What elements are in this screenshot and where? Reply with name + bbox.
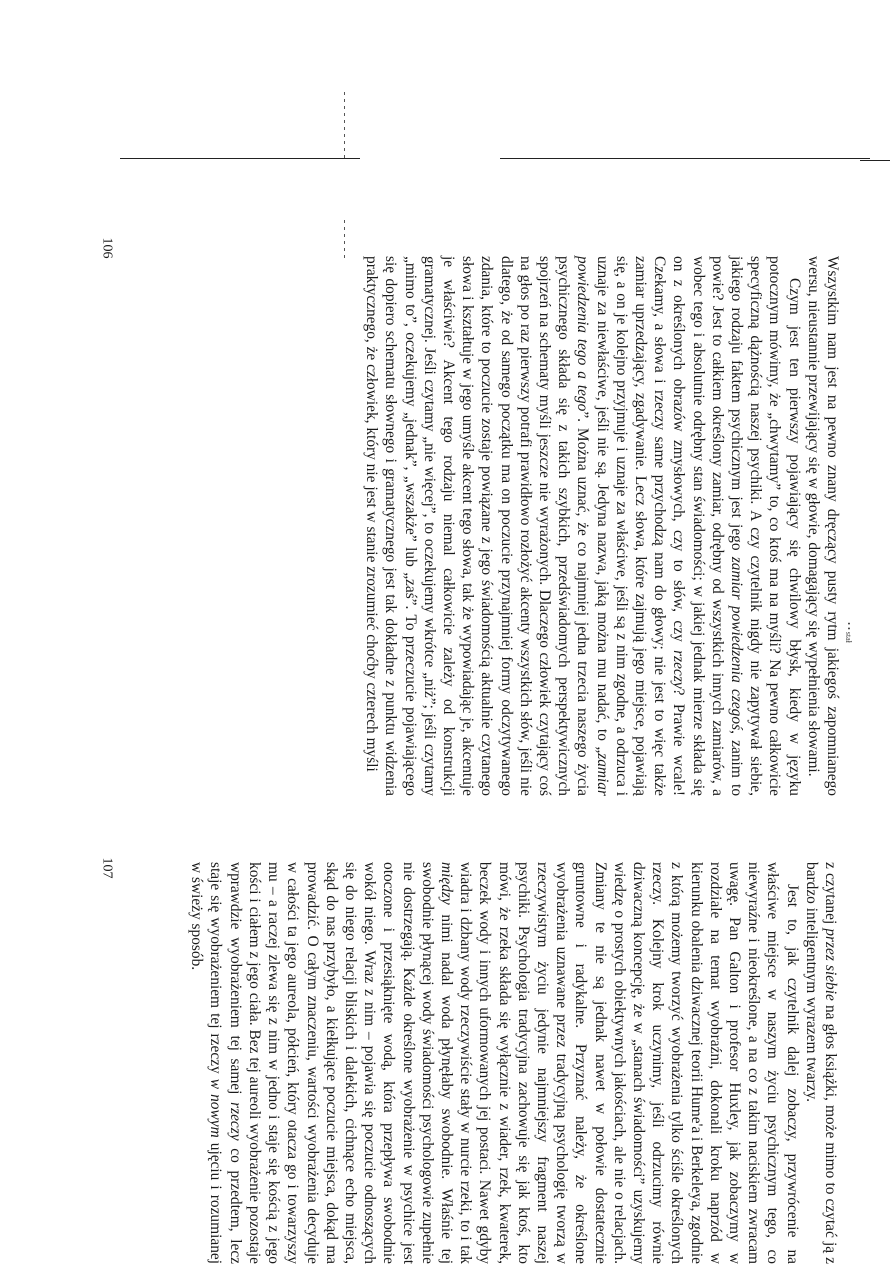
paragraph: Wszystkim nam jest na pewno znany dręczący pusty rytm jakiegoś zapomnianego wersu, nieustannie przewijający się w głowie, domagający się wypełnienia słowami. (804, 256, 841, 796)
top-rule-left (120, 158, 360, 159)
page-right-text (187, 862, 840, 1264)
scan-dash-mark (344, 92, 345, 162)
paragraph: z czytanej przez siebie na głos książki, może mimo to czytać ją z bardzo inteligentnym wyrazem twarzy. (802, 862, 839, 1264)
scan-dash-mark (344, 220, 345, 260)
page-number-left: 106 (99, 237, 115, 259)
paragraph: Czym jest ten pierwszy pojawiający się chwilowy błysk, kiedy w języku potocznym mówimy, że „chwytamy” to, co ktoś ma na myśli? Na pewno całkowicie specyficzną dążnością naszej psychiki. A czy czytelnik nigdy nie zapytywał siebie, jakiego rodzaju faktem psychicznym jest jego zamiar powiedzenia czegoś, zanim to powie? Jest to całkiem określony zamiar, odrębny od wszystkich innych zamiarów, a wobec tego i absolutnie odrębny stan świadomości; w jakiej jednak mierze składa się on z określonych obrazów zmysłowych, czy to słów, czy rzeczy? Prawie wcale! Czekamy, a słowa i rzeczy same przychodzą nam do głowy; nie jest to więc także zamiar uprzedzający, zgadywanie. Lecz słowa, które zajmują jego miejsce, pojawiają się, a on je kolejno przyjmuje i uznaje za właściwe, jeśli są z nim zgodne, a odrzuca i uznaje za niewłaściwe, jeśli nie są. Jedyna nazwa, jaką można mu nadać, to „zamiar powiedzenia tego a tego”. Można uznać, że co najmniej jedna trzecia naszego życia psychicznego składa się z takich szybkich, przedświadomych perspektywicznych spojrzeń na schematy myśli jeszcze nie wyrażonych. Dlaczego człowiek czytający coś na głos po raz pierwszy potrafi prawidłowo rozłożyć akcenty wszystkich słów, jeśli nie dlatego, że od samego początku ma on poczucie przynajmniej formy odczytywanego zdania, które to poczucie zostaje powiązane z jego świadomością aktualnie czytanego słowa i kształtuje w jego umyśle akcent tego słowa, tak że wypowiadając je, akcentuje je właściwie? Akcent tego rodzaju niemal całkowicie zależy od konstrukcji gramatycznej. Jeśli czytamy „nie więcej”, to oczekujemy wkrótce „niż”; jeśli czytamy „mimo to”, oczekujemy „jednak”, „wszakże” lub „zaś”. To przeczucie pojawiającego się dopiero schematu słownego i gramatycznego jest tak dokładne z punktu widzenia praktycznego, że człowiek, który nie jest w stanie zrozumieć choćby czterech myśli (363, 256, 803, 797)
top-rule-right (500, 158, 870, 159)
paragraph: Jest to, jak czytelnik dalej zobaczy, przywrócenie na właściwe miejsce w naszym życiu psychicznym tego, co niewyraźne i nieokreślone, a na co z takim naciskiem zwracam uwagę. Pan Galton i profesor Huxley, jak zobaczymy w rozdziale na temat wyobraźni, dokonali kroku naprzód w kierunku obalenia dziwacznej teorii Hume'a i Berkeleya, zgodnie z którą możemy tworzyć wyobrażenia tylko ściśle określonych rzeczy. Kolejny krok uczynimy, jeśli odrzucimy równie dziwaczną koncepcję, że w „stanach świadomości” uzyskujemy wiedzę o prostych obiektywnych jakościach, ale nie o relacjach. Zmiany te nie są jednak nawet w połowie dostatecznie gruntowne i radykalne. Przyznać należy, że określone wyobrażenia uznawane przez tradycyjną psychologię tworzą w rzeczywistym życiu jedynie najmniejszy fragment naszej psychiki. Psychologia tradycyjna zachowuje się jak ktoś, kto mówi, że rzeka składa się wyłącznie z wiader, rzek, kwaterek, beczek wody i innych uformowanych jej postaci. Nawet gdyby wiadra i dzbany wody rzeczywiście stały w nurcie rzeki, to i tak między nimi nadal woda płynęłaby swobodnie. Właśnie tej swobodnie płynącej wody świadomości psychologowie zupełnie nie dostrzegają. Każde określone wyobrażenie w psychice jest otoczone i przesiąknięte wodą, która przepływa swobodnie wokół niego. Wraz z nim – pojawia się poczucie odnoszących się do niego relacji bliskich i dalekich, cichnące echo miejsca, skąd do nas przybyło, a kiełkujące poczucie miejsca, dokąd ma prowadzić. O całym znaczeniu, wartości wyobrażenia decyduje w całości ta jego aureola, półcień, który otacza go i towarzyszy mu – a raczej zlewa się z nim w jedno i staje się kością z jego kości i ciałem z jego ciała. Bez tej aureoli wyobrażenie pozostaje wprawdzie wyobrażeniem tej samej rzeczy co przedtem, lecz staje się wyobrażeniem tej rzeczy w nowym ujęciu i rozumianej w świeży sposób. (188, 862, 801, 1264)
top-rule-edge (860, 160, 890, 161)
page-number-right: 107 (99, 857, 115, 879)
page-left-text (362, 256, 842, 796)
scan-artifact: • • stał (843, 622, 853, 643)
